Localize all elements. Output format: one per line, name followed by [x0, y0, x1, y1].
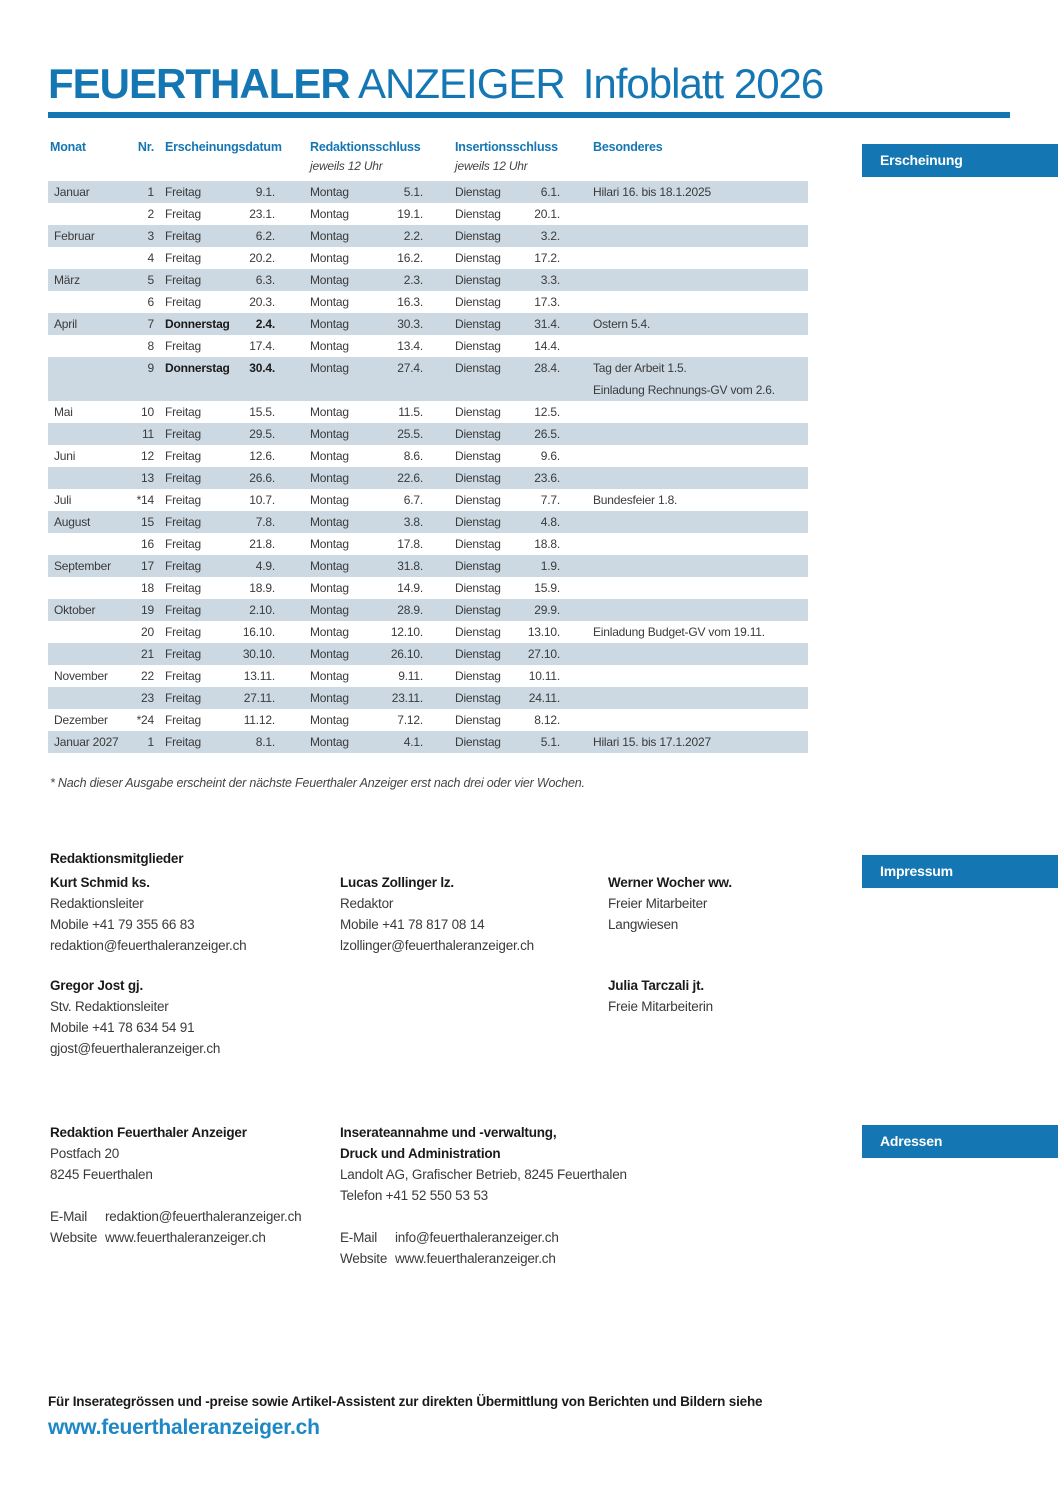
- row-number: 23: [141, 691, 154, 705]
- row-number: *24: [136, 713, 154, 727]
- row-insertion-day: Dienstag: [455, 493, 501, 507]
- row-editorial-day: Montag: [310, 273, 349, 287]
- col-header-erscheinungsdatum: Erscheinungsdatum: [165, 140, 282, 154]
- row-editorial-day: Montag: [310, 647, 349, 661]
- row-editorial-date: 23.11.: [391, 691, 423, 705]
- row-editorial-date: 14.9.: [397, 581, 423, 595]
- row-number: 15: [141, 515, 154, 529]
- contact-heading: Redaktion Feuerthaler Anzeiger: [50, 1125, 247, 1140]
- row-publish-date: 18.9.: [249, 581, 275, 595]
- row-insertion-date: 20.1.: [534, 207, 560, 221]
- row-publish-date: 20.3.: [249, 295, 275, 309]
- row-publish-date: 16.10.: [242, 625, 275, 639]
- row-insertion-date: 17.3.: [534, 295, 560, 309]
- row-editorial-date: 30.3.: [397, 317, 423, 331]
- row-publish-day: Donnerstag: [165, 361, 230, 375]
- contact-line: [50, 1206, 350, 1227]
- table-row: [48, 511, 808, 533]
- table-row: [48, 423, 808, 445]
- row-insertion-date: 14.4.: [534, 339, 560, 353]
- row-insertion-day: Dienstag: [455, 273, 501, 287]
- row-editorial-day: Montag: [310, 471, 349, 485]
- row-insertion-date: 9.6.: [540, 449, 560, 463]
- table-row: [48, 489, 808, 511]
- row-publish-day: Freitag: [165, 647, 201, 661]
- row-editorial-day: Montag: [310, 229, 349, 243]
- row-insertion-day: Dienstag: [455, 669, 501, 683]
- person-name: Lucas Zollinger lz.: [340, 875, 454, 890]
- row-publish-day: Freitag: [165, 207, 201, 221]
- row-publish-date: 26.6.: [249, 471, 275, 485]
- row-publish-day: Freitag: [165, 185, 201, 199]
- row-publish-day: Freitag: [165, 669, 201, 683]
- row-insertion-date: 24.11.: [528, 691, 560, 705]
- contact-line-label: Website: [340, 1251, 388, 1266]
- row-editorial-day: Montag: [310, 295, 349, 309]
- row-month: Februar: [54, 229, 95, 243]
- person-detail: gjost@feuerthaleranzeiger.ch: [50, 1041, 221, 1056]
- row-insertion-date: 27.10.: [527, 647, 560, 661]
- person-detail: Redaktionsleiter: [50, 896, 144, 911]
- row-editorial-day: Montag: [310, 559, 349, 573]
- row-editorial-date: 2.2.: [403, 229, 423, 243]
- brand-name-bold: FEUERTHALER: [48, 60, 350, 107]
- row-publish-date: 11.12.: [243, 713, 275, 727]
- row-editorial-date: 5.1.: [403, 185, 423, 199]
- row-insertion-date: 4.8.: [540, 515, 560, 529]
- row-number: 16: [141, 537, 154, 551]
- row-insertion-date: 7.7.: [540, 493, 560, 507]
- person-detail: Mobile +41 78 817 08 14: [340, 917, 485, 932]
- row-publish-day: Donnerstag: [165, 317, 230, 331]
- table-row: [48, 247, 808, 269]
- asterisk-footnote: * Nach dieser Ausgabe erscheint der nächste Feuerthaler Anzeiger erst nach drei oder vier Wochen.: [50, 776, 585, 790]
- row-month: November: [54, 669, 108, 683]
- row-editorial-date: 16.3.: [397, 295, 423, 309]
- person-card: [608, 975, 878, 1017]
- row-number: 12: [141, 449, 154, 463]
- row-insertion-day: Dienstag: [455, 537, 501, 551]
- side-tab-adressen: Adressen: [862, 1125, 1058, 1158]
- row-publish-date: 7.8.: [255, 515, 275, 529]
- row-insertion-day: Dienstag: [455, 471, 501, 485]
- row-insertion-day: Dienstag: [455, 185, 501, 199]
- table-row: [48, 599, 808, 621]
- row-note: Bundesfeier 1.8.: [593, 493, 678, 507]
- row-number: 5: [147, 273, 154, 287]
- row-insertion-day: Dienstag: [455, 581, 501, 595]
- contact-heading: Druck und Administration: [340, 1146, 501, 1161]
- contact-line: [50, 1185, 350, 1206]
- row-editorial-date: 6.7.: [403, 493, 423, 507]
- row-editorial-date: 28.9.: [397, 603, 423, 617]
- row-insertion-date: 18.8.: [534, 537, 560, 551]
- page-title: [48, 60, 823, 108]
- row-insertion-date: 26.5.: [534, 427, 560, 441]
- row-publish-day: Freitag: [165, 713, 201, 727]
- row-publish-date: 8.1.: [255, 735, 275, 749]
- side-tab-erscheinung: Erscheinung: [862, 144, 1058, 177]
- row-number: 21: [141, 647, 154, 661]
- schedule-table-body: [48, 181, 808, 753]
- col-header-nr: Nr.: [137, 140, 154, 154]
- person-card: [50, 872, 320, 956]
- col-header-besonderes: Besonderes: [593, 140, 663, 154]
- row-publish-day: Freitag: [165, 295, 201, 309]
- row-number: 3: [147, 229, 154, 243]
- row-insertion-date: 28.4.: [534, 361, 560, 375]
- people-section-heading: Redaktionsmitglieder: [50, 851, 184, 866]
- row-number: 2: [147, 207, 154, 221]
- person-name: Gregor Jost gj.: [50, 978, 144, 993]
- row-publish-date: 17.4.: [249, 339, 275, 353]
- row-editorial-date: 19.1.: [397, 207, 423, 221]
- row-insertion-date: 12.5.: [534, 405, 560, 419]
- table-row: [48, 687, 808, 709]
- row-insertion-date: 1.9.: [540, 559, 560, 573]
- row-number: 19: [141, 603, 154, 617]
- row-publish-day: Freitag: [165, 229, 201, 243]
- row-insertion-day: Dienstag: [455, 317, 501, 331]
- footer-website-link: www.feuerthaleranzeiger.ch: [48, 1416, 320, 1439]
- row-publish-day: Freitag: [165, 735, 201, 749]
- person-card: [608, 872, 878, 935]
- row-number: 6: [147, 295, 154, 309]
- row-insertion-date: 5.1.: [540, 735, 560, 749]
- row-editorial-day: Montag: [310, 515, 349, 529]
- row-publish-date: 10.7.: [249, 493, 275, 507]
- contact-line-label: E-Mail: [50, 1209, 88, 1224]
- row-number: 11: [141, 427, 154, 441]
- row-publish-day: Freitag: [165, 493, 201, 507]
- table-row: [48, 291, 808, 313]
- row-insertion-date: 23.6.: [534, 471, 560, 485]
- row-insertion-date: 8.12.: [534, 713, 560, 727]
- row-publish-date: 15.5.: [249, 405, 275, 419]
- person-detail: Redaktor: [340, 896, 394, 911]
- contact-block-redaktion: [50, 1122, 350, 1248]
- row-month: Juni: [54, 449, 76, 463]
- row-month: Januar 2027: [54, 735, 119, 749]
- row-publish-day: Freitag: [165, 251, 201, 265]
- row-publish-date: 4.9.: [255, 559, 275, 573]
- row-insertion-date: 3.2.: [540, 229, 560, 243]
- table-row: [48, 401, 808, 423]
- row-month: Juli: [54, 493, 72, 507]
- person-detail: Mobile +41 78 634 54 91: [50, 1020, 195, 1035]
- table-row: [48, 577, 808, 599]
- person-detail: redaktion@feuerthaleranzeiger.ch: [50, 938, 247, 953]
- row-publish-date: 13.11.: [243, 669, 275, 683]
- row-publish-date: 6.3.: [255, 273, 275, 287]
- row-number: 8: [147, 339, 154, 353]
- row-insertion-day: Dienstag: [455, 713, 501, 727]
- row-month: Mai: [54, 405, 73, 419]
- contact-line-value: info@feuerthaleranzeiger.ch: [395, 1230, 559, 1245]
- row-publish-day: Freitag: [165, 603, 201, 617]
- table-row: [48, 731, 808, 753]
- row-insertion-day: Dienstag: [455, 295, 501, 309]
- footer-note: Für Inserategrössen und -preise sowie Artikel-Assistent zur direkten Übermittlung von Berichten und Bildern siehe: [48, 1394, 763, 1409]
- row-publish-day: Freitag: [165, 691, 201, 705]
- row-editorial-date: 12.10.: [390, 625, 423, 639]
- row-note: Einladung Budget-GV vom 19.11.: [593, 625, 765, 639]
- table-row: [48, 709, 808, 731]
- table-row: [48, 203, 808, 225]
- header-rule: [48, 112, 1010, 118]
- row-insertion-date: 17.2.: [534, 251, 560, 265]
- row-insertion-day: Dienstag: [455, 339, 501, 353]
- row-editorial-date: 26.10.: [390, 647, 423, 661]
- contact-line-label: E-Mail: [340, 1230, 378, 1245]
- row-publish-day: Freitag: [165, 581, 201, 595]
- contact-line: [50, 1227, 350, 1248]
- row-insertion-day: Dienstag: [455, 361, 501, 375]
- row-note: Hilari 16. bis 18.1.2025: [593, 185, 711, 199]
- row-number: 4: [147, 251, 154, 265]
- row-publish-day: Freitag: [165, 449, 201, 463]
- person-card: [50, 975, 320, 1059]
- person-name: Kurt Schmid ks.: [50, 875, 150, 890]
- row-editorial-day: Montag: [310, 713, 349, 727]
- row-publish-date: 12.6.: [249, 449, 275, 463]
- row-editorial-day: Montag: [310, 625, 349, 639]
- row-editorial-day: Montag: [310, 493, 349, 507]
- row-insertion-date: 6.1.: [540, 185, 560, 199]
- row-note: Tag der Arbeit 1.5. Einladung Rechnungs-GV vom 2.6.: [593, 361, 775, 397]
- row-publish-date: 2.10.: [249, 603, 275, 617]
- row-number: 20: [141, 625, 154, 639]
- person-detail: Stv. Redaktionsleiter: [50, 999, 169, 1014]
- contact-heading: Inserateannahme und -verwaltung,: [340, 1125, 557, 1140]
- row-number: 17: [141, 559, 154, 573]
- row-editorial-day: Montag: [310, 449, 349, 463]
- contact-line-value: www.feuerthaleranzeiger.ch: [395, 1251, 556, 1266]
- row-insertion-day: Dienstag: [455, 691, 501, 705]
- row-publish-date: 20.2.: [249, 251, 275, 265]
- side-tab-impressum: Impressum: [862, 855, 1058, 888]
- person-detail: lzollinger@feuerthaleranzeiger.ch: [340, 938, 534, 953]
- contact-line-value: www.feuerthaleranzeiger.ch: [105, 1230, 266, 1245]
- row-insertion-day: Dienstag: [455, 603, 501, 617]
- table-row: [48, 533, 808, 555]
- brand-name-light: ANZEIGER: [358, 60, 565, 107]
- row-publish-day: Freitag: [165, 515, 201, 529]
- row-editorial-date: 3.8.: [403, 515, 423, 529]
- row-month: September: [54, 559, 111, 573]
- row-insertion-date: 10.11.: [528, 669, 560, 683]
- row-publish-date: 30.10.: [242, 647, 275, 661]
- table-row: [48, 467, 808, 489]
- subnote-redaktionsschluss: jeweils 12 Uhr: [310, 159, 383, 173]
- col-header-monat: Monat: [50, 140, 86, 154]
- row-note: Ostern 5.4.: [593, 317, 651, 331]
- row-publish-date: 2.4.: [255, 317, 275, 331]
- contact-block-inserate: [340, 1122, 640, 1269]
- person-detail: Freie Mitarbeiterin: [608, 999, 713, 1014]
- row-editorial-date: 31.8.: [397, 559, 423, 573]
- row-publish-day: Freitag: [165, 405, 201, 419]
- table-row: [48, 445, 808, 467]
- row-insertion-day: Dienstag: [455, 515, 501, 529]
- row-insertion-date: 29.9.: [534, 603, 560, 617]
- person-name: Werner Wocher ww.: [608, 875, 732, 890]
- row-number: 10: [141, 405, 154, 419]
- row-publish-day: Freitag: [165, 427, 201, 441]
- row-insertion-day: Dienstag: [455, 647, 501, 661]
- contact-line: 8245 Feuerthalen: [50, 1167, 153, 1182]
- row-editorial-day: Montag: [310, 317, 349, 331]
- row-publish-day: Freitag: [165, 537, 201, 551]
- row-editorial-date: 13.4.: [397, 339, 423, 353]
- table-row: [48, 313, 808, 335]
- row-number: 1: [147, 185, 154, 199]
- row-publish-date: 21.8.: [249, 537, 275, 551]
- row-editorial-date: 22.6.: [397, 471, 423, 485]
- row-number: *14: [136, 493, 154, 507]
- row-month: Oktober: [54, 603, 96, 617]
- row-editorial-day: Montag: [310, 735, 349, 749]
- row-editorial-day: Montag: [310, 691, 349, 705]
- row-publish-day: Freitag: [165, 471, 201, 485]
- contact-line: Landolt AG, Grafischer Betrieb, 8245 Feuerthalen: [340, 1167, 627, 1182]
- row-editorial-day: Montag: [310, 427, 349, 441]
- row-editorial-day: Montag: [310, 603, 349, 617]
- row-month: August: [54, 515, 91, 529]
- row-number: 22: [141, 669, 154, 683]
- table-row: [48, 225, 808, 247]
- table-row: [48, 621, 808, 643]
- row-number: 18: [141, 581, 154, 595]
- row-editorial-day: Montag: [310, 339, 349, 353]
- row-month: Januar: [54, 185, 90, 199]
- document-title: Infoblatt 2026: [582, 60, 824, 107]
- table-row: [48, 643, 808, 665]
- row-note: Hilari 15. bis 17.1.2027: [593, 735, 711, 749]
- contact-line: Postfach 20: [50, 1146, 120, 1161]
- row-editorial-day: Montag: [310, 207, 349, 221]
- contact-line: [340, 1206, 640, 1227]
- row-publish-day: Freitag: [165, 273, 201, 287]
- row-number: 7: [147, 317, 154, 331]
- row-insertion-day: Dienstag: [455, 427, 501, 441]
- table-row: [48, 555, 808, 577]
- row-publish-date: 27.11.: [243, 691, 275, 705]
- row-insertion-day: Dienstag: [455, 449, 501, 463]
- row-insertion-date: 31.4.: [534, 317, 560, 331]
- row-editorial-day: Montag: [310, 537, 349, 551]
- row-insertion-day: Dienstag: [455, 251, 501, 265]
- row-editorial-date: 9.11.: [398, 669, 423, 683]
- row-insertion-date: 15.9.: [534, 581, 560, 595]
- row-editorial-day: Montag: [310, 669, 349, 683]
- row-editorial-date: 27.4.: [397, 361, 423, 375]
- table-row: [48, 181, 808, 203]
- contact-line-label: Website: [50, 1230, 98, 1245]
- table-row: [48, 357, 808, 401]
- table-row: [48, 665, 808, 687]
- subnote-insertionsschluss: jeweils 12 Uhr: [455, 159, 528, 173]
- row-editorial-day: Montag: [310, 185, 349, 199]
- row-insertion-day: Dienstag: [455, 207, 501, 221]
- row-number: 9: [147, 361, 154, 375]
- row-editorial-date: 17.8.: [397, 537, 423, 551]
- row-insertion-day: Dienstag: [455, 559, 501, 573]
- col-header-insertionsschluss: Insertionsschluss: [455, 140, 558, 154]
- row-insertion-date: 13.10.: [527, 625, 560, 639]
- row-month: Dezember: [54, 713, 108, 727]
- row-number: 13: [141, 471, 154, 485]
- row-publish-date: 30.4.: [249, 361, 275, 375]
- row-editorial-date: 2.3.: [403, 273, 423, 287]
- row-editorial-day: Montag: [310, 405, 349, 419]
- row-editorial-day: Montag: [310, 581, 349, 595]
- row-editorial-date: 11.5.: [398, 405, 423, 419]
- row-publish-day: Freitag: [165, 625, 201, 639]
- row-month: April: [54, 317, 78, 331]
- person-detail: Mobile +41 79 355 66 83: [50, 917, 195, 932]
- row-publish-date: 9.1.: [255, 185, 275, 199]
- row-insertion-day: Dienstag: [455, 229, 501, 243]
- person-detail: Langwiesen: [608, 917, 679, 932]
- row-insertion-date: 3.3.: [540, 273, 560, 287]
- row-publish-date: 23.1.: [249, 207, 275, 221]
- row-editorial-date: 4.1.: [403, 735, 423, 749]
- row-editorial-date: 16.2.: [397, 251, 423, 265]
- person-name: Julia Tarczali jt.: [608, 978, 704, 993]
- row-publish-date: 29.5.: [249, 427, 275, 441]
- contact-line-value: redaktion@feuerthaleranzeiger.ch: [105, 1209, 302, 1224]
- contact-line: [340, 1248, 640, 1269]
- row-publish-day: Freitag: [165, 339, 201, 353]
- row-number: 1: [147, 735, 154, 749]
- table-row: [48, 269, 808, 291]
- row-editorial-date: 25.5.: [397, 427, 423, 441]
- row-editorial-day: Montag: [310, 251, 349, 265]
- row-publish-date: 6.2.: [255, 229, 275, 243]
- row-editorial-day: Montag: [310, 361, 349, 375]
- person-detail: Freier Mitarbeiter: [608, 896, 708, 911]
- row-editorial-date: 8.6.: [403, 449, 423, 463]
- row-month: März: [54, 273, 80, 287]
- row-insertion-day: Dienstag: [455, 625, 501, 639]
- row-editorial-date: 7.12.: [397, 713, 423, 727]
- row-insertion-day: Dienstag: [455, 735, 501, 749]
- row-publish-day: Freitag: [165, 559, 201, 573]
- person-card: [340, 872, 610, 956]
- col-header-redaktionsschluss: Redaktionsschluss: [310, 140, 421, 154]
- contact-line: Telefon +41 52 550 53 53: [340, 1188, 488, 1203]
- table-row: [48, 335, 808, 357]
- row-insertion-day: Dienstag: [455, 405, 501, 419]
- contact-line: [340, 1227, 640, 1248]
